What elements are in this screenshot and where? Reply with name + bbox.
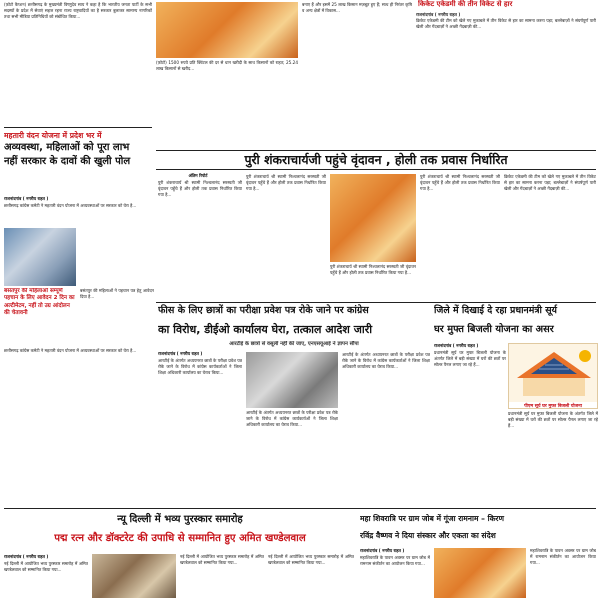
surya-article-col2: प्रधानमंत्री सूर्य घर मुफ्त बिजली योजना के अंतर्गत जिले में बड़ी संख्या में घरों की छतों पर सोलर पैनल लगाए जा रहे हैं... (508, 411, 598, 428)
banner-headline: पुरी शंकराचार्यजी पहुंचे वृंदावन , होली तक प्रवास निर्धारित (244, 152, 508, 167)
delhi-award-photo (92, 554, 176, 598)
surya-byline: राजनांदगांव ( नगरीय राहत ) (434, 343, 479, 348)
left-mid-article: छत्तीसगढ़ कांग्रेस कमेटी ने महतारी वंदन योजना में अव्यवस्थाओं पर सरकार को घेरा है... (4, 203, 137, 208)
left-low-headline: बसंतपुर की महिलाओं सम्पूर्ण पहचान के लिए आवेदन 2 दिन का अल्टीमेटम, नहीं तो उग्र आंदोलन की चेतावनी (4, 288, 75, 317)
shiv-article-col1: महाशिवरात्रि के पावन अवसर पर ग्राम जोब में रामनाम संकीर्तन का आयोजन किया गया... (360, 555, 430, 566)
surya-headline-1: जिले में दिखाई दे रहा प्रधानमंत्री सूर्य (434, 305, 557, 316)
fee-article-col2: आरटीई के अंतर्गत अध्ययनरत छात्रों के परीक्षा प्रवेश पत्र रोके जाने के विरोध में कांग्रेस कार्यकर्ताओं ने जिला शिक्षा अधिकारी कार्यालय का घेराव किया... (246, 410, 338, 427)
fee-headline-2: का विरोध, डीईओ कार्यालय घेरा, तत्काल आदेश जारी (158, 323, 373, 336)
fee-photo (246, 352, 338, 408)
solar-logo-text: पीएम सूर्य घर मुफ्त बिजली योजना (509, 402, 597, 409)
banner-article-col5: क्रिकेट एकेडमी की टीम को खेले गए मुकाबले में तीन विकेट से हार का सामना करना पड़ा; बल्लेबाज़ों ने संघर्षपूर्ण पारी खेली और गेंदबाज़ों ने अच्छी गेंदबाज़ी की... (504, 174, 596, 191)
top-photo-caption: (फ़ोटो) 1500 रुपये प्रति क्विंटल की दर से धान खरीदी के साथ किसानों को राहत; 25.24 लाख किसानों से खरीद... (156, 60, 298, 71)
shiv-headline-2: रविंद्र वैष्णव ने दिया संस्कार और एकता का संदेश (360, 531, 496, 540)
left-mid-head-1: महतारी वंदन योजना में प्रदेश भर में (4, 131, 102, 140)
left-mid-divider (4, 127, 152, 128)
banner-article-col1: पुरी शंकराचार्य श्री स्वामी निश्चलानंद सरस्वती जी वृंदावन पहुँचे हैं और होली तक प्रवास निर्धारित किया गया है... (158, 180, 242, 197)
delhi-headline-2: पद्म रत्न और डॉक्टरेट की उपाधि से सम्मानित हुए अमित खण्डेलवाल (54, 533, 306, 544)
left-mid-byline: राजनांदगांव ( नगरीय राहत ) (4, 196, 49, 201)
left-mid-head-2: अव्यवस्था, महिलाओं को पूरा लाभ (4, 142, 130, 153)
delhi-headline-1: न्यू दिल्ली में भव्य पुरस्कार समारोह (117, 514, 243, 525)
surya-headline-2: घर मुफ्त बिजली योजना का असर (434, 324, 554, 335)
right-top-article: क्रिकेट एकेडमी की टीम को खेले गए मुकाबले में तीन विकेट से हार का सामना करना पड़ा; बल्लेबाज़ों ने संघर्षपूर्ण पारी खेली और गेंदबाज़ों ने अच्छी गेंदबाज़ी की... (416, 18, 596, 29)
bottom-divider (4, 508, 596, 509)
left-low-article-cont: छत्तीसगढ़ कांग्रेस कमेटी ने महतारी वंदन योजना में अव्यवस्थाओं पर सरकार को घेरा है... (4, 348, 137, 353)
banner-headline-box (156, 150, 596, 170)
fee-article-col1: आरटीई के अंतर्गत अध्ययनरत छात्रों के परीक्षा प्रवेश पत्र रोके जाने के विरोध में कांग्रेस कार्यकर्ताओं ने जिला शिक्षा अधिकारी कार्यालय का घेराव किया... (158, 358, 242, 375)
shankaracharya-photo (330, 174, 416, 262)
delhi-article-col1: नई दिल्ली में आयोजित भव्य पुरस्कार समारोह में अमित खण्डेलवाल को सम्मानित किया गया... (4, 561, 88, 572)
left-mid-head-3: नहीं सरकार के दावों की खुली पोल (4, 156, 131, 167)
fee-subhead: आरटीई के छात्रों से वसूली नहीं की जाए, एनएसयूआई ने ज्ञापन सौंपा (229, 341, 359, 347)
top-right-headline: किकेट एकेडमी की तीन विकेट से हार (418, 0, 513, 8)
left-low-article: बसंतपुर की महिलाओं ने पहचान पत्र हेतु आवेदन दिया है... (80, 288, 154, 299)
left-mid-head-block (4, 130, 152, 194)
top-news-photo (156, 2, 298, 58)
left-top-article: (फ़ोटो कैप्शन) छत्तीसगढ़ के मुख्यमंत्री विष्णुदेव साय ने कहा है कि भारतीय जनता पार्टी के सभी सदस्यों के प्रदेश में सेवाएं सहज रहना राज्य राष्ट्रवादियों का है सरकार बुलाकर सामान्य नागरिकों तथा सभी मीडिया प्रतिनिधियों को संबोधित किया... (4, 2, 152, 19)
fee-byline: राजनांदगांव ( नगरीय राहत ) (158, 351, 203, 356)
shiv-article-col2: महाशिवरात्रि के पावन अवसर पर ग्राम जोब में रामनाम संकीर्तन का आयोजन किया गया... (530, 548, 596, 565)
top-mid-article: बनाए हैं और इसमें 25 लाख किसान मज़बूत हुए हैं; साथ ही निरंतर कृषि व अन्य क्षेत्रों में विकास... (302, 2, 412, 13)
banner-byline: अंतिम रिपोर्ट (188, 173, 208, 178)
banner-article-col4: पुरी शंकराचार्य श्री स्वामी निश्चलानंद सरस्वती जी वृंदावन पहुँचे हैं और होली तक प्रवास निर्धारित किया गया है... (420, 174, 500, 191)
shiv-photo (434, 548, 526, 598)
shiv-headline-1: महा शिवरात्रि पर ग्राम जोब में गूंजा रामनाम – किरण (360, 514, 505, 523)
solar-house-icon (509, 344, 598, 398)
fee-article-col3: आरटीई के अंतर्गत अध्ययनरत छात्रों के परीक्षा प्रवेश पत्र रोके जाने के विरोध में कांग्रेस कार्यकर्ताओं ने जिला शिक्षा अधिकारी कार्यालय का घेराव किया... (342, 352, 430, 369)
surya-article-col1: प्रधानमंत्री सूर्य घर मुफ्त बिजली योजना के अंतर्गत जिले में बड़ी संख्या में घरों की छतों पर सोलर पैनल लगाए जा रहे हैं... (434, 350, 506, 367)
banner-article-col3: पुरी शंकराचार्य श्री स्वामी निश्चलानंद सरस्वती जी वृंदावन पहुँचे हैं और होली तक प्रवास निर्धारित किया गया है... (330, 264, 416, 275)
left-mid-photo (4, 228, 76, 286)
banner-article-col2: पुरी शंकराचार्य श्री स्वामी निश्चलानंद सरस्वती जी वृंदावन पहुँचे हैं और होली तक प्रवास निर्धारित किया गया है... (246, 174, 326, 191)
fee-headline-1: फीस के लिए छात्रों का परीक्षा प्रवेश पत्र रोके जाने पर कांग्रेस (158, 305, 369, 316)
delhi-article-col2: नई दिल्ली में आयोजित भव्य पुरस्कार समारोह में अमित खण्डेलवाल को सम्मानित किया गया... (180, 554, 264, 565)
fee-top-rule (156, 302, 596, 303)
delhi-byline: राजनांदगांव ( नगरीय राहत ) (4, 554, 49, 559)
right-top-byline: राजनांदगांव ( नगरीय राहत ) (416, 12, 461, 17)
delhi-article-col3: नई दिल्ली में आयोजित भव्य पुरस्कार समारोह में अमित खण्डेलवाल को सम्मानित किया गया... (268, 554, 354, 565)
solar-scheme-graphic (508, 343, 598, 409)
shiv-byline: राजनांदगांव ( नगरीय राहत ) (360, 548, 405, 553)
